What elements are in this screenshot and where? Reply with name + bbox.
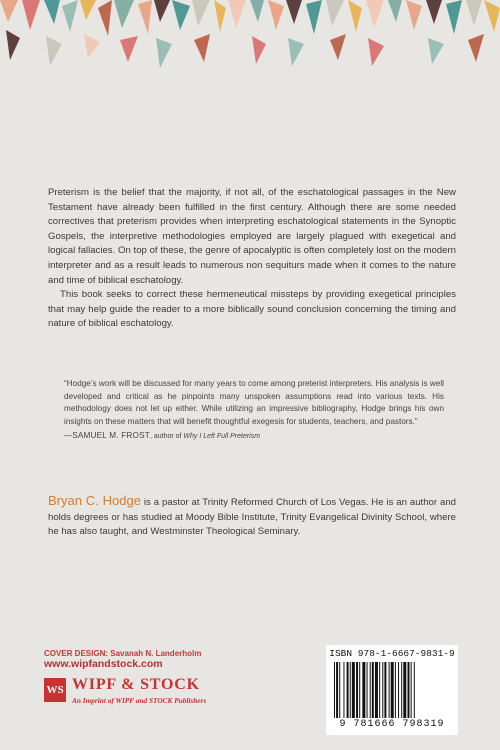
decorative-geometric-pattern [0, 0, 500, 75]
barcode-bar [403, 662, 406, 718]
pattern-triangle [306, 0, 322, 34]
pattern-triangle [98, 0, 112, 36]
attribution-dash: — [64, 431, 73, 441]
barcode-bar [350, 662, 351, 718]
pattern-triangle [120, 36, 138, 62]
attribution-author-of: , author of [149, 433, 184, 441]
pattern-triangle [388, 0, 402, 22]
isbn-barcode [326, 645, 458, 735]
pattern-triangle [326, 0, 344, 26]
barcode-bar [356, 662, 358, 718]
pattern-triangle [252, 36, 266, 64]
endorser-name: SAMUEL M. FROST [72, 431, 150, 441]
pattern-triangle [192, 0, 210, 26]
pattern-triangle [484, 0, 500, 32]
pattern-triangle [62, 0, 78, 32]
pattern-triangle [138, 0, 152, 34]
pattern-triangle [84, 34, 100, 58]
author-bio-text: is a pastor at Trinity Reformed Church of Los Vegas. He is an author and holds degrees or has studied at Moody Bible Institute, Trinity Evangelical Divinity School, where he has also taught, and Westminster Theological Seminary. [48, 497, 456, 538]
barcode-bar [384, 662, 386, 718]
barcode-bar [336, 662, 338, 718]
barcode-bar [391, 662, 394, 718]
pattern-triangle [428, 38, 444, 64]
pattern-triangle [44, 0, 60, 24]
barcode-bar [343, 662, 344, 718]
barcode-bar [347, 662, 349, 718]
barcode-bar [375, 662, 378, 718]
back-cover-description [48, 186, 456, 332]
publisher-website: www.wipfandstock.com [44, 658, 163, 670]
author-bio [48, 494, 456, 540]
publisher-name: WIPF & STOCK [72, 676, 200, 693]
pattern-triangle [426, 0, 442, 24]
pattern-triangle [268, 0, 284, 30]
barcode-bar [401, 662, 402, 718]
barcode-digits: 9 781666 798319 [339, 719, 445, 730]
pattern-triangle [366, 0, 384, 28]
pattern-triangle [6, 30, 20, 60]
pattern-triangle [368, 38, 384, 66]
description-paragraph-1: Preterism is the belief that the majority, if not all, of the eschatological passages in the New Testament have already been fulfilled in the first century. Although there are some needed correctives that preterism provides when interpreting eschatological statements in the Synoptic Gospels, the interpretive methodologies employed are largely plagued with exegetical and logical fallacies. On top of these, the genre of apocalyptic is often completely lost on the modern interpreter and as a result leads to numerous non sequiturs made when it comes to the nature and time of biblical eschatology. [48, 187, 456, 286]
endorsement-attribution [64, 430, 444, 444]
pattern-triangle [0, 0, 18, 22]
barcode-bar [389, 662, 390, 718]
barcode-bar [379, 662, 380, 718]
pattern-triangle [330, 34, 346, 60]
pattern-triangle [288, 38, 304, 66]
pattern-triangle [46, 36, 62, 66]
pattern-triangle [468, 34, 484, 62]
cover-design-credit: COVER DESIGN: Savanah N. Landerholm [44, 649, 202, 658]
pattern-triangle [466, 0, 482, 26]
cover-credits [44, 648, 201, 670]
endorsement-block [64, 378, 444, 444]
pattern-triangle [406, 0, 422, 30]
barcode-bar [408, 662, 410, 718]
pattern-triangle [286, 0, 302, 24]
isbn-number: ISBN 978-1-6667-9831-9 [329, 648, 455, 659]
barcode-bar [382, 662, 383, 718]
barcode-bar [362, 662, 365, 718]
barcode-bars-icon [332, 662, 452, 720]
publisher-imprint [44, 676, 234, 714]
endorsement-quote: “Hodge’s work will be discussed for many years to come among preterist interpreters. His analysis is well developed and critical as he pinpoints many unspoken assumptions read into various texts. His methodology does not let up either. While utilizing an impressive bibliography, Hodge brings his own insights on these matters that will benefit thoughtful exegesis for students, teachers, and pastors.” [64, 379, 444, 426]
barcode-bar [395, 662, 396, 718]
pattern-triangle [250, 0, 264, 22]
barcode-bar [398, 662, 399, 718]
barcode-bar [370, 662, 371, 718]
barcode-bar [352, 662, 355, 718]
barcode-bar [411, 662, 412, 718]
barcode-bar [339, 662, 340, 718]
barcode-bar [367, 662, 368, 718]
description-paragraph-2: This book seeks to correct these hermeneutical missteps by providing exegetical principles that may help guide the reader to a more biblically sound conclusion concerning the timing and nature of biblical eschatology. [48, 289, 456, 330]
publisher-tagline: An Imprint of WIPF and STOCK Publishers [72, 696, 207, 705]
pattern-triangle [156, 38, 172, 68]
publisher-logo-icon: WS [44, 678, 66, 702]
pattern-triangle [172, 0, 190, 30]
barcode-bar [334, 662, 335, 718]
barcode-bar [372, 662, 374, 718]
pattern-triangle [446, 0, 462, 34]
pattern-triangle [114, 0, 134, 28]
barcode-bar [359, 662, 360, 718]
endorser-book-title: Why I Left Full Preterism [183, 433, 261, 441]
barcode-bar [414, 662, 415, 718]
author-name: Bryan C. Hodge [48, 493, 141, 508]
pattern-triangle [228, 0, 246, 28]
pattern-triangle [194, 34, 210, 62]
pattern-triangle [214, 0, 226, 32]
pattern-triangle [154, 0, 170, 22]
pattern-triangle [348, 0, 362, 32]
pattern-triangle [80, 0, 96, 20]
pattern-triangle [22, 0, 40, 30]
